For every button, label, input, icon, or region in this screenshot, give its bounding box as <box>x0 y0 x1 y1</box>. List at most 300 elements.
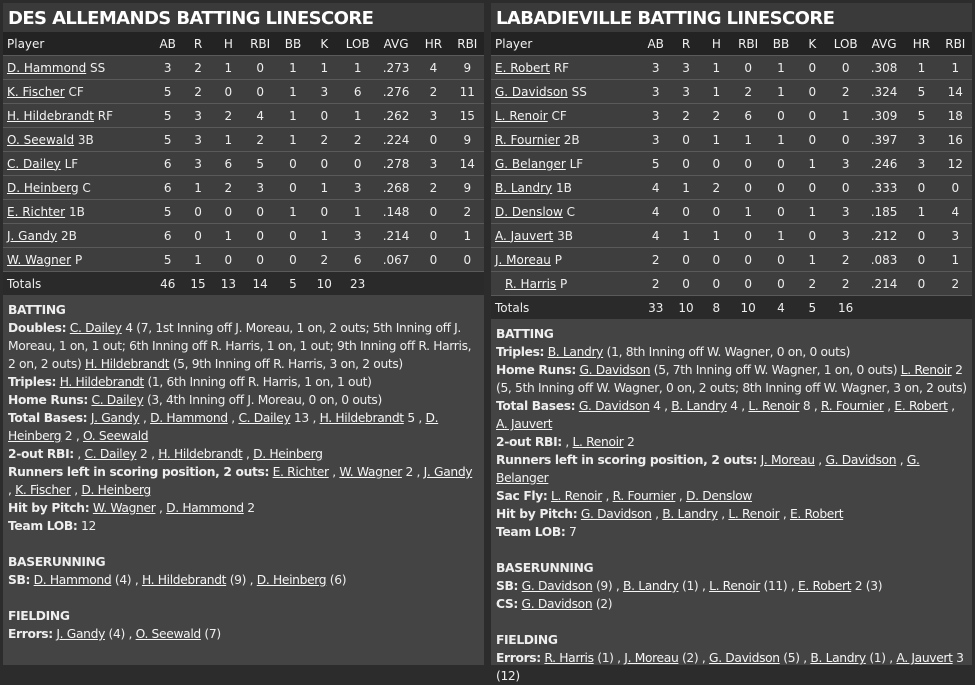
stat-r: 0 <box>671 272 701 296</box>
player-link[interactable]: H. Hildebrandt <box>59 375 144 389</box>
stat-ab: 3 <box>153 56 183 80</box>
player-name-wrap <box>7 133 94 147</box>
total-bb: 5 <box>277 272 309 296</box>
player-link[interactable]: G. Davidson <box>521 597 593 611</box>
note-text: (1) , <box>865 651 897 665</box>
stat-avg: .246 <box>864 152 904 176</box>
player-link[interactable]: E. Robert <box>789 507 844 521</box>
note-text: , <box>77 447 85 461</box>
stat-bb: 1 <box>277 80 309 104</box>
player-link[interactable]: K. Fischer <box>7 84 65 99</box>
stat-hr: 5 <box>904 80 938 104</box>
stat-hr: 1 <box>904 200 938 224</box>
stat-rbi: 0 <box>731 56 764 80</box>
player-link[interactable]: B. Landry <box>671 399 727 413</box>
stat-h: 1 <box>701 224 731 248</box>
player-link[interactable]: G. Belanger <box>495 156 566 171</box>
stat-lob: 1 <box>339 56 375 80</box>
player-cell <box>3 152 153 176</box>
column-header-player: Player <box>3 32 153 56</box>
stat-ab: 2 <box>641 248 671 272</box>
stat-h: 0 <box>701 152 731 176</box>
note-text: (1) , <box>593 651 625 665</box>
player-name-wrap <box>495 277 567 291</box>
table-row <box>491 200 972 224</box>
totals-row <box>491 296 972 320</box>
stat-rbi: 14 <box>451 152 484 176</box>
player-link[interactable]: J. Moreau <box>495 252 551 267</box>
player-link[interactable]: E. Richter <box>272 465 329 479</box>
total-avg <box>376 272 416 296</box>
stat-ab: 4 <box>641 200 671 224</box>
column-header-r: R <box>183 32 213 56</box>
stat-r: 0 <box>671 248 701 272</box>
player-link[interactable]: L. Renoir <box>572 435 624 449</box>
stat-lob: 3 <box>827 152 863 176</box>
stat-ab: 3 <box>641 104 671 128</box>
note-line <box>8 319 479 373</box>
player-link[interactable]: H. Hildebrandt <box>158 447 243 461</box>
stat-rbi: 0 <box>731 176 764 200</box>
player-position: 1B <box>556 180 572 195</box>
table-row <box>3 152 484 176</box>
player-cell <box>3 104 153 128</box>
stat-ab: 5 <box>153 128 183 152</box>
note-label: Team LOB: <box>496 525 566 539</box>
stat-bb: 1 <box>277 200 309 224</box>
stat-h: 0 <box>701 272 731 296</box>
player-link[interactable]: J. Moreau <box>760 453 815 467</box>
note-label: 2-out RBI: <box>8 447 74 461</box>
note-line <box>496 487 967 505</box>
note-label: SB: <box>496 579 519 593</box>
note-line <box>496 505 967 523</box>
player-name-wrap <box>495 61 569 75</box>
player-link[interactable]: H. Hildebrandt <box>7 108 94 123</box>
player-link[interactable]: G. Davidson <box>825 453 897 467</box>
table-row <box>3 56 484 80</box>
stat-avg: .333 <box>864 176 904 200</box>
stat-r: 2 <box>183 56 213 80</box>
player-position: 3B <box>557 228 573 243</box>
note-line <box>8 409 479 445</box>
player-link[interactable]: A. Jauvert <box>896 651 953 665</box>
player-position: 3B <box>77 132 94 147</box>
stat-bb: 0 <box>277 248 309 272</box>
stat-r: 3 <box>671 80 701 104</box>
note-label: Triples: <box>496 345 545 359</box>
player-link[interactable]: R. Harris <box>544 651 594 665</box>
stat-rbi: 0 <box>243 200 276 224</box>
note-text: (4) , <box>111 573 142 587</box>
stat-lob: 0 <box>339 152 375 176</box>
player-link[interactable]: G. Davidson <box>709 651 780 665</box>
stat-bb: 1 <box>765 224 797 248</box>
stat-h: 1 <box>213 128 243 152</box>
note-text: , <box>8 483 16 497</box>
player-link[interactable]: O. Seewald <box>135 627 201 641</box>
stat-rbi: 1 <box>451 224 484 248</box>
stat-ab: 6 <box>153 152 183 176</box>
player-link[interactable]: E. Richter <box>7 204 66 219</box>
note-line <box>496 343 967 361</box>
player-link[interactable]: G. Davidson <box>521 579 593 593</box>
player-link[interactable]: J. Gandy <box>7 228 58 243</box>
note-label: Runners left in scoring position, 2 outs: <box>8 465 270 479</box>
note-line <box>496 433 967 451</box>
player-link[interactable]: D. Hammond <box>150 411 228 425</box>
player-link[interactable]: H. Hildebrandt <box>84 357 170 371</box>
stat-lob: 3 <box>339 176 375 200</box>
total-r: 10 <box>671 296 701 320</box>
table-row <box>3 176 484 200</box>
note-label: Triples: <box>8 375 57 389</box>
column-header-rbi: RBI <box>451 32 484 56</box>
player-link[interactable]: L. Renoir <box>709 579 760 593</box>
player-link[interactable]: R. Fournier <box>612 489 676 503</box>
stat-ab: 3 <box>641 56 671 80</box>
player-name-wrap <box>495 253 562 267</box>
game-notes <box>491 319 972 685</box>
note-label: Hit by Pitch: <box>496 507 578 521</box>
player-name-wrap <box>7 181 91 195</box>
stat-r: 0 <box>671 152 701 176</box>
stat-k: 1 <box>309 56 339 80</box>
player-cell <box>491 224 641 248</box>
stat-avg: .273 <box>376 56 416 80</box>
stat-hr: 0 <box>904 248 938 272</box>
stat-k: 1 <box>309 224 339 248</box>
player-name-wrap <box>7 253 82 267</box>
note-text: , <box>139 411 151 425</box>
player-link[interactable]: J. Gandy <box>90 411 140 425</box>
note-text: 4 , <box>649 399 672 413</box>
player-link[interactable]: G. Davidson <box>580 507 652 521</box>
player-link[interactable]: R. Harris <box>505 276 557 291</box>
total-k: 10 <box>309 272 339 296</box>
column-header-k: K <box>309 32 339 56</box>
player-link[interactable]: H. Hildebrandt <box>141 573 227 587</box>
table-header-row <box>491 32 972 56</box>
column-header-ab: AB <box>641 32 671 56</box>
stat-rbi: 16 <box>939 128 972 152</box>
stat-rbi: 0 <box>451 248 484 272</box>
note-text: , <box>814 453 826 467</box>
stat-rbi: 0 <box>243 80 276 104</box>
player-name-wrap <box>495 205 575 219</box>
note-text: (5, 9th Inning off R. Harris, 3 on, 2 outs) <box>169 357 403 371</box>
stat-hr: 0 <box>416 200 450 224</box>
player-link[interactable]: B. Landry <box>810 651 866 665</box>
notes-section-batting <box>8 301 479 535</box>
player-name-wrap <box>495 133 580 147</box>
stat-k: 0 <box>797 224 827 248</box>
table-row <box>3 224 484 248</box>
note-line <box>8 391 479 409</box>
player-link[interactable]: D. Heinberg <box>7 180 79 195</box>
column-header-avg: AVG <box>864 32 904 56</box>
section-heading: BATTING <box>8 303 66 317</box>
player-link[interactable]: C. Dailey <box>7 156 61 171</box>
stat-avg: .148 <box>376 200 416 224</box>
total-rbi <box>451 272 484 296</box>
player-link[interactable]: L. Renoir <box>748 399 800 413</box>
note-line <box>8 625 479 643</box>
stat-rbi: 0 <box>939 176 972 200</box>
player-link[interactable]: C. Dailey <box>69 321 122 335</box>
note-text: (9) , <box>226 573 257 587</box>
note-text: , <box>70 483 82 497</box>
player-link[interactable]: J. Gandy <box>423 465 473 479</box>
notes-section-fielding <box>8 607 479 643</box>
player-name-wrap <box>7 205 85 219</box>
note-line <box>8 571 479 589</box>
player-name-wrap <box>7 85 84 99</box>
player-link[interactable]: B. Landry <box>662 507 718 521</box>
player-link[interactable]: E. Robert <box>894 399 948 413</box>
stat-rbi: 4 <box>243 104 276 128</box>
player-link[interactable]: D. Hammond <box>7 60 87 75</box>
note-label: Total Bases: <box>496 399 576 413</box>
stat-rbi: 0 <box>731 224 764 248</box>
stat-r: 0 <box>183 224 213 248</box>
note-text: 3 (12) <box>496 651 964 683</box>
player-link[interactable]: D. Heinberg <box>81 483 151 497</box>
player-cell <box>491 200 641 224</box>
stat-r: 3 <box>183 128 213 152</box>
player-link[interactable]: D. Denslow <box>495 204 563 219</box>
stat-rbi: 2 <box>731 80 764 104</box>
player-link[interactable]: A. Jauvert <box>495 228 554 243</box>
column-header-h: H <box>701 32 731 56</box>
panel-title: DES ALLEMANDS BATTING LINESCORE <box>3 3 484 32</box>
stat-k: 3 <box>309 80 339 104</box>
player-link[interactable]: W. Wagner <box>92 501 156 515</box>
note-text: (3, 4th Inning off J. Moreau, 0 on, 0 outs) <box>143 393 382 407</box>
stat-r: 0 <box>671 200 701 224</box>
stat-rbi: 2 <box>243 128 276 152</box>
table-row <box>491 176 972 200</box>
player-position: LF <box>64 156 79 171</box>
stat-hr: 3 <box>904 128 938 152</box>
table-row <box>3 80 484 104</box>
stat-lob: 2 <box>827 80 863 104</box>
note-text: (5, 7th Inning off W. Wagner, 1 on, 0 outs) <box>650 363 901 377</box>
player-link[interactable]: D. Denslow <box>686 489 753 503</box>
stat-h: 0 <box>701 200 731 224</box>
stat-rbi: 15 <box>451 104 484 128</box>
note-text: , <box>779 507 790 521</box>
player-link[interactable]: O. Seewald <box>7 132 75 147</box>
player-position: C <box>82 180 91 195</box>
stat-avg: .308 <box>864 56 904 80</box>
stat-k: 0 <box>309 104 339 128</box>
stat-hr: 0 <box>416 248 450 272</box>
note-text: , <box>227 411 239 425</box>
stat-bb: 0 <box>765 152 797 176</box>
stat-rbi: 11 <box>451 80 484 104</box>
stat-r: 3 <box>183 104 213 128</box>
player-link[interactable]: D. Heinberg <box>8 411 439 443</box>
section-heading: BASERUNNING <box>496 561 594 575</box>
notes-section-baserunning <box>8 553 479 589</box>
player-link[interactable]: G. Davidson <box>578 399 650 413</box>
note-text: 13 , <box>290 411 320 425</box>
table-row <box>3 128 484 152</box>
total-lob: 23 <box>339 272 375 296</box>
stat-ab: 4 <box>641 176 671 200</box>
player-link[interactable]: E. Robert <box>798 579 852 593</box>
stat-rbi: 0 <box>243 56 276 80</box>
player-link[interactable]: H. Hildebrandt <box>319 411 404 425</box>
stat-rbi: 5 <box>243 152 276 176</box>
note-text: 7 <box>569 525 577 539</box>
player-link[interactable]: C. Dailey <box>238 411 291 425</box>
total-rbi: 14 <box>243 272 276 296</box>
stat-h: 1 <box>701 128 731 152</box>
totals-label: Totals <box>491 296 641 320</box>
player-link[interactable]: L. Renoir <box>495 108 548 123</box>
stat-lob: 0 <box>827 56 863 80</box>
stat-r: 2 <box>183 80 213 104</box>
player-link[interactable]: J. Moreau <box>624 651 679 665</box>
section-heading: FIELDING <box>8 609 70 623</box>
note-text: (6) <box>326 573 347 587</box>
player-link[interactable]: B. Landry <box>495 180 553 195</box>
player-link[interactable]: L. Renoir <box>900 363 952 377</box>
table-row <box>491 104 972 128</box>
stat-ab: 5 <box>153 80 183 104</box>
player-link[interactable]: A. Jauvert <box>496 417 553 431</box>
player-name-wrap <box>495 85 587 99</box>
stat-r: 1 <box>671 176 701 200</box>
note-label: 2-out RBI: <box>496 435 562 449</box>
player-cell <box>491 104 641 128</box>
stat-lob: 1 <box>339 200 375 224</box>
total-ab: 33 <box>641 296 671 320</box>
table-row <box>491 80 972 104</box>
player-cell <box>491 152 641 176</box>
stat-hr: 3 <box>416 152 450 176</box>
player-link[interactable]: W. Wagner <box>339 465 402 479</box>
stat-h: 0 <box>701 248 731 272</box>
player-name-wrap <box>495 109 567 123</box>
column-header-hr: HR <box>904 32 938 56</box>
note-line <box>8 445 479 463</box>
column-header-bb: BB <box>277 32 309 56</box>
player-position: 2B <box>563 132 580 147</box>
note-line <box>8 499 479 517</box>
stat-bb: 0 <box>765 272 797 296</box>
player-cell <box>3 176 153 200</box>
player-name-wrap <box>495 229 573 243</box>
note-text: 2 (3) <box>851 579 883 593</box>
stat-r: 2 <box>671 104 701 128</box>
player-link[interactable]: R. Fournier <box>495 132 560 147</box>
note-label: Errors: <box>496 651 541 665</box>
des-allemands-linescore-panel <box>3 3 484 665</box>
player-link[interactable]: C. Dailey <box>84 447 137 461</box>
note-line <box>8 463 479 499</box>
player-link[interactable]: D. Hammond <box>166 501 244 515</box>
player-cell <box>3 80 153 104</box>
stat-rbi: 0 <box>243 224 276 248</box>
total-lob: 16 <box>827 296 863 320</box>
note-label: CS: <box>496 597 518 611</box>
player-position: C <box>566 204 576 219</box>
stat-bb: 1 <box>765 56 797 80</box>
stat-rbi: 2 <box>939 272 972 296</box>
section-heading: FIELDING <box>496 633 558 647</box>
stat-k: 2 <box>309 128 339 152</box>
player-name-wrap <box>7 61 105 75</box>
stat-hr: 3 <box>416 104 450 128</box>
player-link[interactable]: G. Davidson <box>579 363 651 377</box>
note-label: Doubles: <box>8 321 67 335</box>
column-header-rbi: RBI <box>243 32 276 56</box>
column-header-avg: AVG <box>376 32 416 56</box>
player-link[interactable]: D. Hammond <box>33 573 112 587</box>
player-link[interactable]: R. Fournier <box>821 399 884 413</box>
note-text: (5) , <box>779 651 811 665</box>
note-label: SB: <box>8 573 31 587</box>
player-position: SS <box>571 84 587 99</box>
note-label: Home Runs: <box>496 363 576 377</box>
player-link[interactable]: C. Dailey <box>91 393 144 407</box>
player-link[interactable]: K. Fischer <box>15 483 71 497</box>
column-header-hr: HR <box>416 32 450 56</box>
section-heading: BATTING <box>496 327 554 341</box>
stat-lob: 6 <box>339 80 375 104</box>
stat-k: 0 <box>309 200 339 224</box>
stat-hr: 4 <box>416 56 450 80</box>
stat-ab: 4 <box>641 224 671 248</box>
stat-avg: .324 <box>864 80 904 104</box>
player-link[interactable]: D. Heinberg <box>253 447 323 461</box>
note-label: Runners left in scoring position, 2 outs: <box>496 453 758 467</box>
stat-bb: 0 <box>277 152 309 176</box>
section-heading: BASERUNNING <box>8 555 106 569</box>
player-link[interactable]: L. Renoir <box>551 489 602 503</box>
stat-hr: 3 <box>904 152 938 176</box>
note-text: (11) , <box>759 579 799 593</box>
player-link[interactable]: D. Heinberg <box>256 573 327 587</box>
stat-lob: 1 <box>339 104 375 128</box>
table-row <box>491 248 972 272</box>
player-link[interactable]: B. Landry <box>547 345 604 359</box>
player-link[interactable]: E. Robert <box>495 60 550 75</box>
column-header-player: Player <box>491 32 641 56</box>
note-text: , <box>601 489 613 503</box>
player-link[interactable]: W. Wagner <box>7 252 72 267</box>
player-link[interactable]: G. Davidson <box>495 84 568 99</box>
stat-r: 3 <box>183 152 213 176</box>
stat-bb: 0 <box>765 176 797 200</box>
stat-r: 1 <box>671 224 701 248</box>
player-link[interactable]: L. Renoir <box>728 507 780 521</box>
stat-rbi: 0 <box>731 272 764 296</box>
stat-bb: 0 <box>765 248 797 272</box>
stat-rbi: 1 <box>939 56 972 80</box>
player-link[interactable]: J. Gandy <box>56 627 105 641</box>
game-notes <box>3 295 484 643</box>
stat-k: 0 <box>309 152 339 176</box>
stat-rbi: 1 <box>731 200 764 224</box>
player-link[interactable]: B. Landry <box>623 579 679 593</box>
player-link[interactable]: G. Belanger <box>496 453 920 485</box>
column-header-rbi: RBI <box>939 32 972 56</box>
player-link[interactable]: O. Seewald <box>82 429 149 443</box>
